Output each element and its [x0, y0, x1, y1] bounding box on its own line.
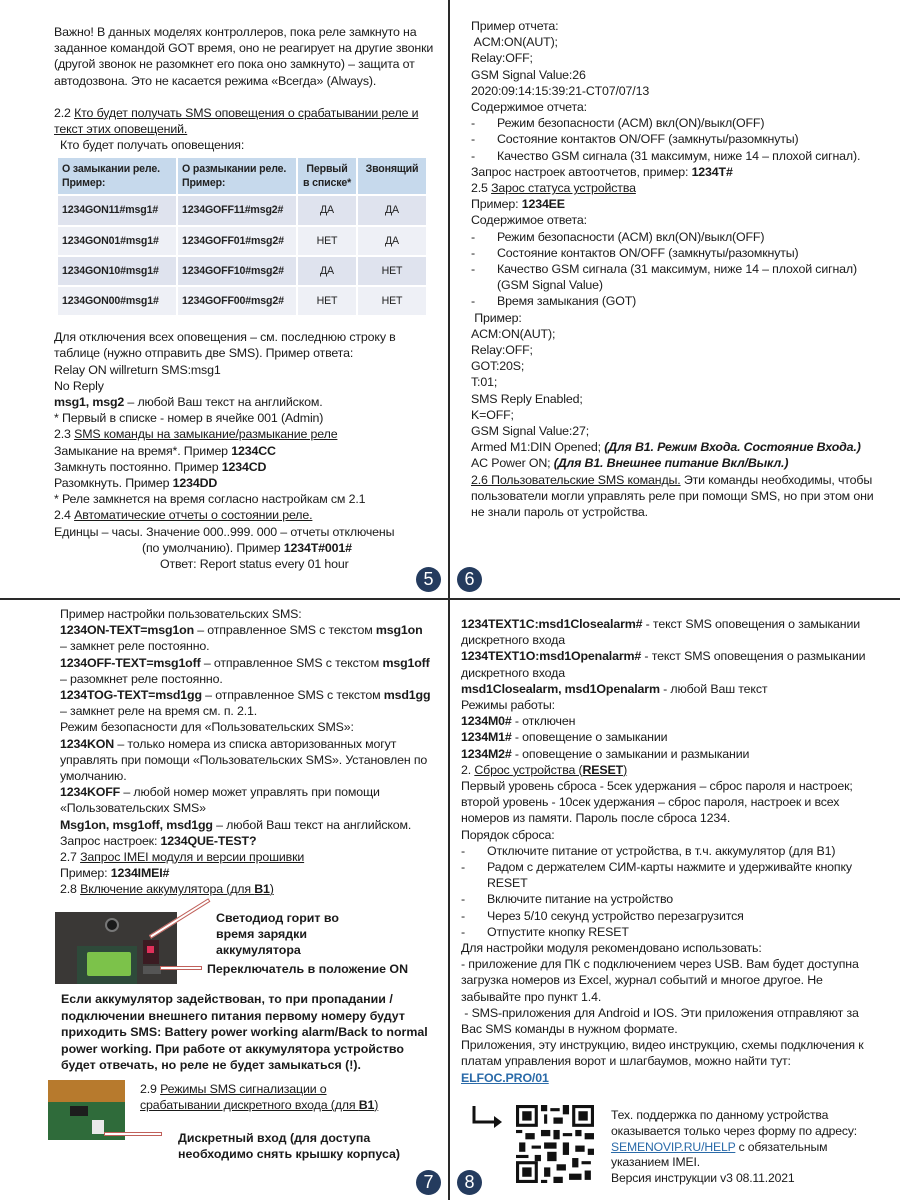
off-text-result: – разомкнет реле постоянно. — [60, 671, 223, 686]
list-item: - Режим безопасности (ACM) вкл(ON)/выкл(OFF) — [471, 229, 765, 244]
report-example-label: Пример отчета: — [471, 19, 559, 33]
list-item: - Время замыкания (GOT) — [471, 294, 637, 309]
page-number-badge-8: 8 — [457, 1170, 482, 1195]
section-2-4-heading: 2.4 Автоматические отчеты о состоянии реле. — [54, 508, 313, 523]
ac-power-line: AC Power ON; (Для B1. Внешнее питание Вкл/Выкл.) — [471, 456, 789, 471]
arrow-down-right-icon — [470, 1104, 506, 1130]
mode-item: 1234M1# - оповещение о замыкании — [461, 730, 668, 745]
table-row: 1234GON11#msg1# 1234GOFF11#msg2# ДА ДА — [58, 196, 426, 224]
recommend-mobile-apps: - SMS-приложения для Android и IOS. Эти приложения отправляют за Вас SMS команды в нужном формате. — [461, 1005, 863, 1037]
find-resources: Приложения, эту инструкцию, видео инструкцию, схемы подключения к платам управления ворот и шлагбаумов, можно найти тут: ELFOC.PRO/01 — [461, 1038, 864, 1085]
table-header: Звонящий — [358, 158, 426, 194]
list-item: - Состояние контактов ON/OFF (замкнуты/разомкнуты) — [471, 245, 799, 260]
discrete-input-photo — [48, 1080, 125, 1140]
section-2-7-heading: 2.7 Запрос IMEI модуля и версии прошивки — [60, 850, 305, 865]
query-settings: Запрос настроек: 1234QUE-TEST? — [60, 833, 257, 848]
table-header: О размыкании реле. Пример: — [178, 158, 296, 194]
tog-text-result: – замкнет реле на время см. п. 2.1. — [60, 704, 258, 719]
list-item: - Отпустите кнопку RESET — [461, 924, 629, 939]
list-item: - Состояние контактов ON/OFF (замкнуты/разомкнуты) — [471, 132, 799, 147]
report-line: Relay:OFF; — [471, 51, 533, 66]
example-line: Relay:OFF; — [471, 343, 533, 358]
list-item: - Отключите питание от устройства, в т.ч. аккумулятор (для B1) — [461, 843, 836, 858]
table-header: О замыкании реле. Пример: — [58, 158, 176, 194]
relay-time-note: * Реле замкнется на время согласно настройкам см 2.1 — [54, 492, 366, 507]
list-item: - Через 5/10 секунд устройство перезагрузится — [461, 908, 744, 923]
msg-note: msg1, msg2 – любой Ваш текст на английском. — [54, 395, 323, 410]
discrete-input-pointer-line — [104, 1132, 162, 1136]
example-line: GSM Signal Value:27; — [471, 424, 589, 439]
example-line: T:01; — [471, 375, 498, 390]
units-text: Единцы – часы. Значение 000..999. 000 – отчеты отключены — [54, 524, 395, 539]
kon-command: 1234KON – только номера из списка авторизованных могут управлять при помощи «Пользовательских SMS». Установлен по умолчанию. — [60, 736, 428, 784]
section-2-9-heading: 2.9 Режимы SMS сигнализации о срабатывании дискретного входа (для B1) — [140, 1082, 379, 1113]
table-header: Первый в списке* — [298, 158, 356, 194]
example-line: ACM:ON(AUT); — [471, 326, 556, 341]
reset-order-label: Порядок сброса: — [461, 827, 555, 842]
example-line: SMS Reply Enabled; — [471, 391, 583, 406]
recommend-label: Для настройки модуля рекомендовано использовать: — [461, 941, 762, 956]
report-content-label: Содержимое отчета: — [471, 100, 587, 115]
section-2-3-heading: 2.3 SMS команды на замыкание/размыкание реле — [54, 427, 338, 442]
list-item: - Режим безопасности (ACM) вкл(ON)/выкл(OFF) — [471, 116, 765, 131]
table-row: 1234GON01#msg1# 1234GOFF01#msg2# НЕТ ДА — [58, 227, 426, 255]
answer-content-label: Содержимое ответа: — [471, 213, 587, 228]
page-5 — [54, 24, 439, 572]
text1c-command: 1234TEXT1C:msd1Closealarm# - текст SMS оповещения о замыкании дискретного входа — [461, 617, 861, 648]
battery-note: Если аккумулятор задействован, то при пропадании / подключении внешнего питания первому номеру будут приходить SMS: Battery power working alarm/Back to normal power working. При работе от аккумулятора устройство будет отвечать, но реле не будет замыкаться (!). — [61, 992, 428, 1072]
reset-text: Первый уровень сброса - 5сек удержания – сброс пароля и настроек; второй уровень - 10сек удержания – сброс пароля, настроек и всех номеров из памяти. Пароль после сброса 1234. — [461, 779, 853, 826]
mode-item: 1234M2# - оповещение о замыкании и размыкании — [461, 746, 750, 761]
page-7 — [60, 606, 440, 898]
msgs-note: Msg1on, msg1off, msd1gg – любой Ваш текст на английском. — [60, 817, 412, 832]
report-line: GSM Signal Value:26 — [471, 67, 586, 82]
section-2-2-heading: 2.2 Кто будет получать SMS оповещения о срабатывании реле и текст этих оповещений. — [54, 105, 419, 137]
list-item: - Качество GSM сигнала (31 максимум, ниже 14 – плохой сигнал). — [471, 148, 861, 163]
example-line: K=OFF; — [471, 407, 514, 422]
list-item: - Качество GSM сигнала (31 максимум, ниже 14 – плохой сигнал) (GSM Signal Value) — [471, 262, 857, 293]
koff-command: 1234KOFF – любой номер может управлять при помощи «Пользовательских SMS» — [60, 785, 380, 816]
reset-heading: 2. Сброс устройства (RESET) — [461, 762, 628, 777]
report-line: 2020:09:14:15:39:21-CT07/07/13 — [471, 83, 650, 98]
table-row: 1234GON00#msg1# 1234GOFF00#msg2# НЕТ НЕТ — [58, 287, 426, 315]
modes-label: Режимы работы: — [461, 698, 555, 713]
reply-example-1: Relay ON willreturn SMS:msg1 — [54, 362, 221, 377]
switch-label: Переключатель в положение ON — [207, 962, 409, 976]
on-text-result: – замкнет реле постоянно. — [60, 639, 210, 654]
mode-item: 1234M0# - отключен — [461, 714, 576, 729]
page-6 — [471, 18, 876, 520]
section-2-5-heading: 2.5 Зарос статуса устройства — [471, 181, 636, 196]
command-close-permanent: Замкнуть постоянно. Пример 1234CD — [54, 459, 267, 474]
list-item: - Радом с держателем СИМ-карты нажмите и удерживайте кнопку RESET — [461, 860, 852, 891]
section-2-2-subtitle: Кто будет получать оповещения: — [60, 138, 245, 153]
any-text-note: msd1Closealarm, msd1Openalarm - любой Ваш текст — [461, 681, 768, 696]
horizontal-divider — [0, 598, 900, 600]
security-mode-label: Режим безопасности для «Пользовательских SMS»: — [60, 720, 354, 735]
command-open: Разомкнуть. Пример 1234DD — [54, 476, 218, 491]
armed-line: Armed M1:DIN Opened; (Для B1. Режим Входа. Состояние Входа.) — [471, 440, 861, 455]
autoreport-query: Запрос настроек автоотчетов, пример: 1234T# — [471, 164, 733, 179]
page-8 — [461, 616, 876, 1086]
page-number-badge-7: 7 — [416, 1170, 441, 1195]
default-example: (по умолчанию). Пример 1234T#001# — [142, 540, 352, 555]
page-number-badge-5: 5 — [416, 567, 441, 592]
custom-sms-example-label: Пример настройки пользовательских SMS: — [60, 607, 302, 621]
text1o-command: 1234TEXT1O:msd1Openalarm# - текст SMS оповещения о размыкании дискретного входа — [461, 649, 866, 680]
device-battery-photo — [55, 912, 177, 984]
imei-example: Пример: 1234IMEI# — [60, 866, 170, 881]
led-label: Светодиод горит во время зарядки аккумулятора — [216, 911, 339, 957]
section-2-8-heading: 2.8 Включение аккумулятора (для B1) — [60, 882, 274, 897]
support-link[interactable]: SEMENOVIP.RU/HELP — [611, 1139, 736, 1154]
elfoc-link[interactable]: ELFOC.PRO/01 — [461, 1070, 549, 1085]
support-info: Тех. поддержка по данному устройства оказывается только через форму по адресу: SEMENOVIP.RU/HELP с обязательным указанием IMEI. Версия инструкции v3 08.11.2021 — [611, 1108, 876, 1187]
list-item: - Включите питание на устройство — [461, 892, 673, 907]
instruction-version: Версия инструкции v3 08.11.2021 — [611, 1171, 795, 1186]
vertical-divider — [448, 0, 450, 1200]
off-text-command: 1234OFF-TEXT=msg1off – отправленное SMS с текстом msg1off — [60, 655, 430, 670]
section-2-6: 2.6 Пользовательские SMS команды. Эти команды необходимы, чтобы пользователи могли управлять реле при помощи SMS, но при этом они не знали пароль от устройства. — [471, 472, 874, 520]
switch-pointer-line — [160, 966, 202, 970]
disable-notifications-text: Для отключения всех оповещения – см. последнюю строку в таблице (нужно отправить две SMS). Пример ответа: — [54, 330, 396, 361]
report-line: ACM:ON(AUT); — [471, 35, 558, 50]
notification-table — [56, 156, 428, 317]
discrete-input-label: Дискретный вход (для доступа необходимо снять крышку корпуса) — [178, 1131, 401, 1161]
report-answer: Ответ: Report status every 01 hour — [160, 557, 349, 572]
status-example: Пример: 1234EE — [471, 197, 565, 212]
first-in-list-note: * Первый в списке - номер в ячейке 001 (Admin) — [54, 411, 324, 426]
command-close-timed: Замыкание на время*. Пример 1234CC — [54, 443, 276, 458]
page-number-badge-6: 6 — [457, 567, 482, 592]
on-text-command: 1234ON-TEXT=msg1on – отправленное SMS с текстом msg1on — [60, 623, 423, 638]
reply-example-2: No Reply — [54, 378, 104, 393]
intro-warning: Важно! В данных моделях контроллеров, пока реле замкнуто на заданное командой GOT время, оно не реагирует на другие звонки (другой звонок не разомкнет его пока оно замкнуто) – защита от автодозвона. Это не касается режима «Всегда» (Always). — [54, 25, 434, 88]
table-row: 1234GON10#msg1# 1234GOFF10#msg2# ДА НЕТ — [58, 257, 426, 285]
example-label: Пример: — [471, 310, 522, 325]
example-line: GOT:20S; — [471, 359, 525, 374]
tog-text-command: 1234TOG-TEXT=msd1gg – отправленное SMS с текстом msd1gg — [60, 688, 431, 703]
recommend-pc-app: - приложение для ПК с подключением через USB. Вам будет доступна загрузка номеров из Excel, журнал событий и многое другое. Не забывайте про пункт 1.4. — [461, 957, 859, 1004]
qr-code[interactable] — [516, 1105, 594, 1183]
